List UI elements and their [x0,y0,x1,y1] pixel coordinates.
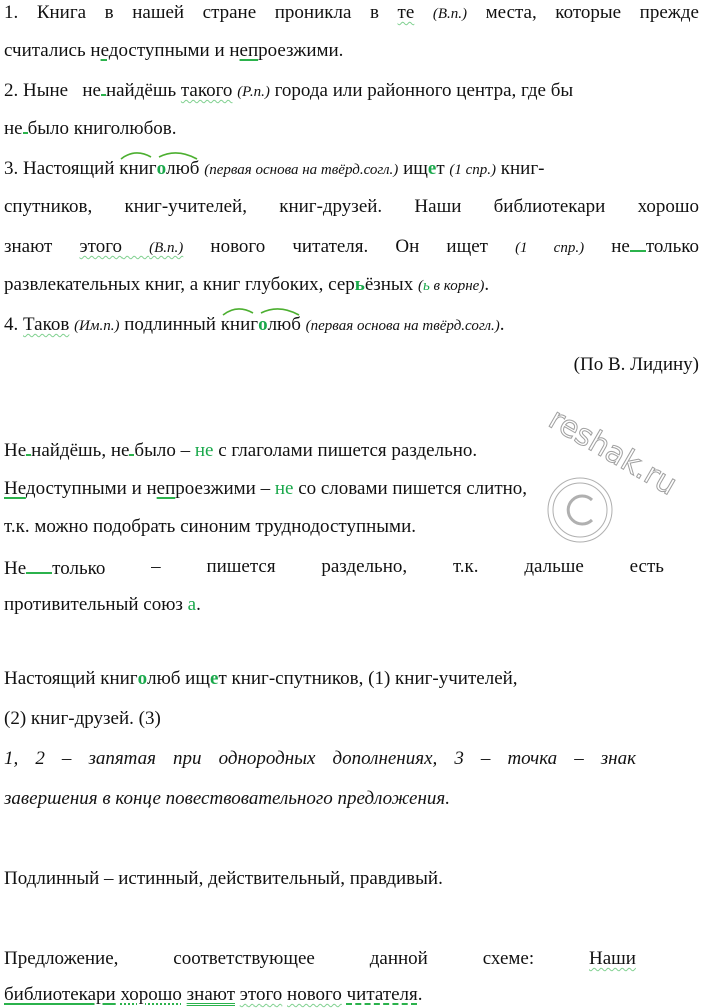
text: Не [4,440,27,461]
punctuation-line-2: (2) книг-друзей. (3) [4,708,161,729]
text: . [499,314,505,335]
case-note: (В.п.) [432,6,468,22]
text: найдёшь [105,80,181,101]
word-te: те [397,2,415,23]
case-note: (Им.п.) [74,318,120,334]
scheme-subject: библиотекари [4,984,116,1005]
sentence-2-line-2 [4,114,699,140]
text: ёзных [364,274,418,295]
text: места, которые прежде [467,2,699,23]
root-1: книг [220,314,259,335]
synonyms-line: Подлинный – истинный, действительный, правдивый. [4,868,443,889]
text: раздельно, [321,556,408,577]
source-attribution: (По В. Лидину) [573,354,699,375]
root-arcs-icon [221,306,303,316]
text: Не [4,558,27,579]
case-note: (В.п.) [149,240,184,256]
text: было книголюбов. [27,118,177,139]
text: подлинный [119,314,221,335]
text: роезжими. [258,40,344,61]
conjugation-note: (1 спр.) [515,240,585,256]
text: 4. [4,314,23,335]
text: доступными и н [25,478,157,499]
soft-sign: ь [354,274,365,295]
text: т [436,158,445,179]
word-takov: Таков [23,314,70,335]
text: есть [629,556,664,577]
highlighted-ne: не [274,478,294,499]
text: считались н [4,40,101,61]
text: схеме: [482,948,535,969]
connecting-vowel: о [258,314,268,335]
text: . [484,274,490,295]
scheme-attribute: этого [239,984,283,1005]
text: данной [369,948,428,969]
separate-mark [26,554,52,574]
text: нового читателя. Он ищет [210,236,516,257]
text: т книг-спутников, (1) книг-учителей, [218,668,518,689]
soft-sign: ь [422,278,430,294]
text: знают [4,236,80,257]
sentence-3-line-4 [4,272,699,298]
svg-text:reshak.ru: reshak.ru [542,410,683,503]
root-1: книг [119,158,157,179]
text: с глаголами пишется раздельно. [213,440,478,461]
prefix-ne-marked: ед [100,40,119,61]
text: . [417,984,423,1005]
explanation-ne-words [4,476,699,502]
scheme-attribute: нового [287,984,342,1005]
sentence-2-line-1 [4,76,699,102]
conjugation-note: (1 спр.) [449,162,497,178]
text: 1. Книга в нашей стране проникла в [4,2,398,23]
text: соответствующее [173,948,315,969]
text: ищ [403,158,428,179]
text: 3. Настоящий [4,158,120,179]
scheme-object: читателя [346,984,418,1005]
text: пишется [206,556,276,577]
scheme-word-nashi: Наши [589,948,636,969]
text: роезжими – [175,478,275,499]
text: оступными и н [118,40,240,61]
text: 2. Ныне не [4,80,101,101]
text: со словами пишется слитно, [293,478,528,499]
text: Настоящий книг [4,668,138,689]
highlighted-conjunction: а [187,594,197,615]
sentence-4 [4,312,699,338]
word-etogo [79,236,183,257]
word-knigolyub-with-roots [119,156,199,182]
root-arcs-icon [119,150,201,160]
sentence-3-line-3 [4,232,699,258]
scheme-adverbial: хорошо [120,984,182,1005]
text: было – [134,440,195,461]
connecting-vowel: о [137,668,148,689]
text: . [196,594,201,615]
explanation-synonym: т.к. можно подобрать синоним труднодоступными. [4,516,416,537]
text: противительный союз [4,594,188,615]
text: ( [417,278,423,294]
explanation-ne-verbs [4,436,699,462]
soft-sign-note [418,278,484,294]
word-takogo: такого [180,80,233,101]
explanation-ne-tolko [4,554,664,580]
prefix-ne-marked: еп [239,40,259,61]
stem-note: (первая основа на твёрд.согл.) [305,318,500,334]
punctuation-explanation-1: 1, 2 – запятая при однородных дополнениях, 3 – точка – знак [4,748,636,769]
ending-vowel: е [210,668,219,689]
punctuation-explanation-2: завершения в конце повествовательного предложения. [4,788,450,809]
scheme-line-1 [4,946,636,972]
text: в корне) [429,278,485,294]
sentence-3-line-1 [4,156,699,182]
separate-mark [630,232,646,252]
connecting-vowel: о [156,158,167,179]
text: найдёшь, не [31,440,130,461]
stem-note: (первая основа на твёрд.согл.) [204,162,399,178]
root-2: люб [166,158,200,179]
punctuation-line-1 [4,666,699,692]
text: т.к. [452,556,479,577]
highlighted-ne: не [194,440,214,461]
text: только [645,236,700,257]
text: люб ищ [147,668,210,689]
text: Предложение, [4,948,119,969]
scheme-line-2 [4,982,699,1008]
text: – [151,556,161,577]
sentence-3-line-2: спутников, книг-учителей, книг-друзей. Наши библиотекари хорошо [4,196,699,217]
text: развлекательных книг, а книг глубоких, сер [4,274,355,295]
scheme-predicate: знают [186,984,235,1005]
ending-vowel: е [427,158,437,179]
sentence-1-line-2 [4,38,699,64]
text: дальше [524,556,584,577]
explanation-conjunction [4,592,699,618]
prefix-ne-marked: Не [4,478,26,499]
text: не [4,118,23,139]
ne-tolko-word: Не только [4,554,105,582]
case-note: (Р.п.) [237,84,270,100]
text: не [611,236,630,257]
prefix-ne-marked: еп [156,478,176,499]
root-2: люб [267,314,301,335]
sentence-1-line-1 [4,0,699,26]
word-knigolyub-with-roots [221,312,301,338]
text: книг- [500,158,545,179]
text: этого [79,236,123,257]
text: города или районного центра, где бы [269,80,574,101]
